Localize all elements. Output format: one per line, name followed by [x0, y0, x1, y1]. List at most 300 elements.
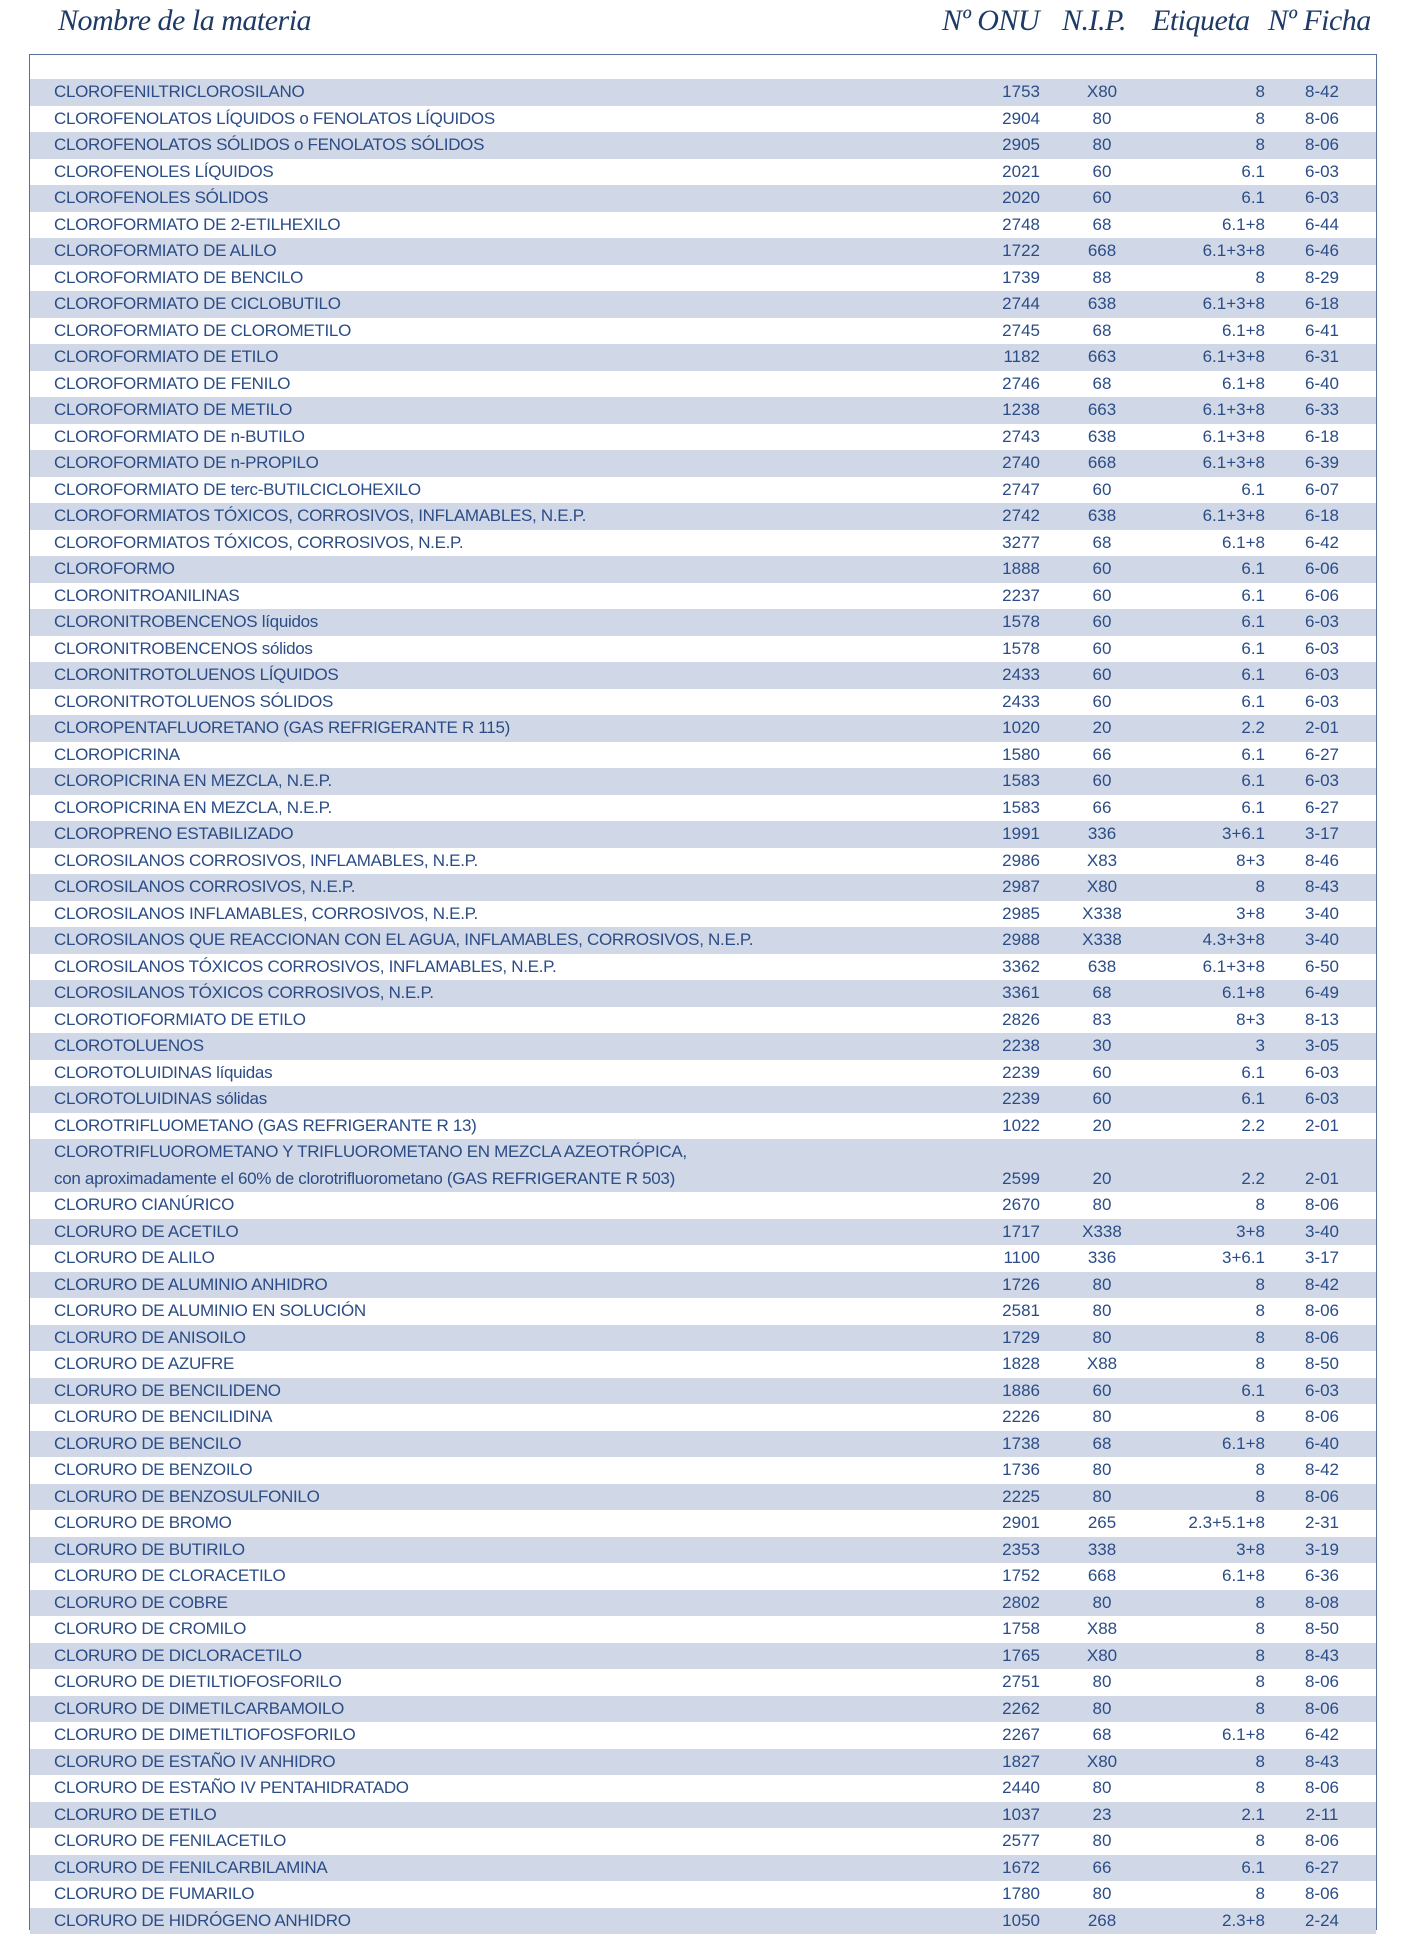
material-name: CLORURO DE ALILO — [54, 1248, 215, 1267]
cell-ficha: 8-06 — [1304, 1407, 1340, 1426]
table-row — [30, 79, 1376, 106]
material-name: CLOROFORMIATO DE 2-ETILHEXILO — [54, 214, 341, 234]
material-name: CLOROFORMIATO DE terc-BUTILCICLOHEXILO — [54, 479, 421, 499]
cell-ficha: 6-03 — [1304, 188, 1340, 207]
cell-material-name — [54, 1060, 272, 1087]
table-row — [30, 291, 1376, 318]
cell-nip: 668 — [1087, 1566, 1117, 1585]
cell-ficha: 8-06 — [1304, 1195, 1340, 1214]
cell-material-name — [54, 1563, 285, 1590]
cell-onu: 2740 — [1002, 453, 1040, 472]
cell-etiqueta: 8 — [1255, 1884, 1265, 1903]
table-row — [30, 1722, 1376, 1749]
cell-ficha: 8-42 — [1304, 1460, 1340, 1479]
cell-etiqueta: 6.1+8 — [1221, 1725, 1265, 1744]
cell-material-name — [54, 238, 276, 265]
cell-onu: 1888 — [1002, 559, 1040, 578]
cell-onu: 2226 — [1002, 1407, 1040, 1426]
cell-nip: 83 — [1092, 1009, 1112, 1029]
cell-material-name — [54, 1298, 366, 1325]
cell-etiqueta: 8 — [1255, 1407, 1265, 1426]
cell-ficha: 6-44 — [1304, 214, 1340, 234]
cell-material-name — [54, 795, 332, 822]
cell-onu: 2020 — [1002, 188, 1040, 207]
cell-onu: 2901 — [1002, 1513, 1040, 1532]
cell-ficha: 8-29 — [1304, 267, 1340, 287]
cell-ficha: 8-06 — [1304, 135, 1340, 154]
cell-onu: 1726 — [1002, 1274, 1040, 1294]
cell-etiqueta: 6.1 — [1241, 691, 1265, 711]
material-name: CLOROSILANOS CORROSIVOS, N.E.P. — [54, 877, 356, 896]
table-row — [30, 318, 1376, 345]
material-name: CLORURO DE DIETILTIOFOSFORILO — [54, 1672, 342, 1691]
cell-etiqueta: 8+3 — [1236, 1009, 1265, 1029]
cell-onu: 2440 — [1002, 1778, 1040, 1797]
cell-nip: 88 — [1092, 267, 1112, 287]
cell-ficha: 8-06 — [1304, 1831, 1340, 1850]
cell-etiqueta: 2.2 — [1241, 1168, 1265, 1188]
cell-etiqueta: 4.3+3+8 — [1202, 930, 1265, 949]
cell-nip: 338 — [1087, 1539, 1117, 1559]
cell-nip: 265 — [1087, 1513, 1117, 1532]
table-row — [30, 185, 1376, 212]
cell-ficha: 6-36 — [1304, 1566, 1340, 1585]
cell-material-name — [54, 980, 434, 1007]
table-row — [30, 1007, 1376, 1034]
material-name: CLORURO DE COBRE — [54, 1592, 228, 1612]
cell-ficha: 8-08 — [1304, 1592, 1340, 1612]
cell-nip: X338 — [1082, 930, 1122, 949]
material-name: CLORURO DE ESTAÑO IV PENTAHIDRATADO — [54, 1778, 409, 1797]
cell-etiqueta: 8 — [1255, 108, 1265, 128]
table-row — [30, 1590, 1376, 1617]
cell-nip: X80 — [1086, 877, 1118, 896]
cell-ficha: 2-01 — [1304, 718, 1340, 737]
material-name: CLORURO DE DICLORACETILO — [54, 1645, 302, 1665]
table-row — [30, 1139, 1376, 1192]
cell-material-name — [54, 79, 304, 106]
cell-nip: 60 — [1092, 771, 1112, 790]
cell-onu: 1182 — [1003, 347, 1040, 366]
cell-nip: 80 — [1092, 1327, 1112, 1347]
table-row — [30, 1192, 1376, 1219]
cell-ficha: 8-06 — [1304, 1486, 1340, 1506]
cell-nip: 80 — [1092, 1274, 1112, 1294]
cell-nip: X83 — [1086, 850, 1118, 870]
cell-ficha: 6-40 — [1304, 1433, 1340, 1453]
table-row — [30, 1484, 1376, 1511]
cell-onu: 2353 — [1002, 1539, 1040, 1559]
material-name: CLOROFORMIATO DE ALILO — [54, 241, 277, 260]
table-row — [30, 927, 1376, 954]
cell-etiqueta: 8 — [1255, 1698, 1265, 1718]
cell-onu: 1020 — [1002, 718, 1040, 737]
cell-nip: 80 — [1092, 1460, 1112, 1479]
material-name: CLOROSILANOS INFLAMABLES, CORROSIVOS, N.E.P. — [54, 903, 478, 923]
header-name: Nombre de la materia — [58, 4, 312, 37]
material-name: CLORURO DE FENILCARBILAMINA — [54, 1857, 328, 1877]
material-name: CLOROPICRINA EN MEZCLA, N.E.P. — [54, 771, 332, 790]
cell-onu: 1827 — [1002, 1751, 1040, 1771]
cell-ficha: 6-27 — [1304, 1857, 1340, 1877]
table-header — [0, 0, 1408, 52]
cell-material-name — [54, 1457, 252, 1484]
cell-material-name — [54, 530, 463, 557]
cell-material-name — [54, 636, 313, 663]
cell-etiqueta: 6.1 — [1241, 585, 1265, 605]
cell-nip: 23 — [1092, 1804, 1112, 1824]
cell-nip: 80 — [1092, 1592, 1112, 1612]
table-row — [30, 556, 1376, 583]
cell-nip: 60 — [1092, 1380, 1112, 1400]
cell-material-name — [54, 1113, 477, 1140]
table-row — [30, 742, 1376, 769]
cell-nip: 68 — [1092, 1725, 1112, 1744]
table-row — [30, 503, 1376, 530]
table-row — [30, 1510, 1376, 1537]
material-name: CLORURO DE DIMETILTIOFOSFORILO — [54, 1725, 356, 1744]
table-row — [30, 212, 1376, 239]
table-row — [30, 609, 1376, 636]
cell-material-name — [54, 1749, 335, 1776]
cell-etiqueta: 6.1+3+8 — [1202, 426, 1265, 446]
cell-onu: 2021 — [1002, 161, 1040, 181]
material-name: CLOROFORMIATO DE ETILO — [54, 347, 279, 366]
cell-onu: 1780 — [1002, 1884, 1040, 1903]
material-name: CLOROFENOLATOS LÍQUIDOS o FENOLATOS LÍQUIDOS — [54, 108, 495, 128]
cell-etiqueta: 8 — [1255, 1778, 1265, 1797]
cell-etiqueta: 2.3+5.1+8 — [1188, 1513, 1265, 1532]
cell-ficha: 6-18 — [1304, 294, 1340, 313]
cell-material-name — [54, 159, 273, 186]
cell-material-name — [54, 609, 318, 636]
material-name: CLORURO DE BENZOSULFONILO — [54, 1486, 320, 1506]
material-name: CLORURO DE ALUMINIO ANHIDRO — [54, 1274, 328, 1294]
cell-material-name — [54, 848, 478, 875]
material-name: CLOROFENOLES LÍQUIDOS — [54, 161, 274, 181]
cell-ficha: 8-46 — [1304, 850, 1340, 870]
table-row — [30, 874, 1376, 901]
table-row — [30, 530, 1376, 557]
table-row — [30, 1537, 1376, 1564]
cell-nip: 638 — [1087, 506, 1117, 525]
cell-material-name — [54, 768, 332, 795]
cell-ficha: 8-43 — [1304, 877, 1340, 896]
cell-etiqueta: 6.1 — [1241, 1089, 1265, 1108]
cell-ficha: 6-03 — [1304, 638, 1340, 658]
cell-material-name — [54, 1245, 215, 1272]
cell-onu: 2225 — [1002, 1486, 1040, 1506]
cell-nip: 66 — [1092, 744, 1112, 764]
material-name: CLOROSILANOS TÓXICOS CORROSIVOS, N.E.P. — [54, 983, 434, 1002]
material-name: CLOROFORMIATO DE METILO — [54, 400, 293, 419]
material-name: CLORONITROBENCENOS líquidos — [54, 612, 318, 631]
cell-nip: 68 — [1092, 1433, 1112, 1453]
cell-ficha: 6-18 — [1304, 426, 1340, 446]
cell-onu: 3277 — [1002, 532, 1040, 552]
cell-material-name — [54, 1537, 245, 1564]
cell-onu: 2577 — [1002, 1831, 1040, 1850]
cell-ficha: 6-03 — [1304, 161, 1340, 181]
table-row — [30, 1828, 1376, 1855]
material-name: CLOROTRIFLUOROMETANO Y TRIFLUOROMETANO EN MEZCLA AZEOTRÓPICA, — [54, 1142, 687, 1161]
cell-etiqueta: 6.1 — [1241, 771, 1265, 790]
cell-nip: 60 — [1092, 479, 1112, 499]
cell-ficha: 2-01 — [1304, 1115, 1340, 1135]
material-name: CLORURO DE BROMO — [54, 1513, 232, 1532]
cell-etiqueta: 6.1+3+8 — [1202, 241, 1265, 260]
table-row — [30, 1669, 1376, 1696]
cell-nip: 66 — [1092, 1857, 1112, 1877]
cell-material-name — [54, 1086, 267, 1113]
cell-material-name — [54, 901, 478, 928]
cell-onu: 1578 — [1002, 638, 1040, 658]
material-name: CLORONITROANILINAS — [54, 585, 240, 605]
table-row — [30, 662, 1376, 689]
table-row — [30, 159, 1376, 186]
cell-material-name — [54, 106, 495, 133]
cell-material-name — [54, 1775, 409, 1802]
cell-material-name — [54, 1431, 241, 1458]
material-name: CLORURO DE AZUFRE — [54, 1354, 235, 1373]
cell-onu: 3361 — [1002, 983, 1040, 1002]
cell-onu: 1238 — [1002, 400, 1040, 419]
table-row — [30, 768, 1376, 795]
table-row — [30, 1908, 1376, 1935]
cell-nip: 80 — [1092, 1672, 1112, 1691]
cell-etiqueta: 6.1+8 — [1221, 320, 1265, 340]
cell-nip: X80 — [1086, 1645, 1118, 1665]
cell-nip: 638 — [1087, 956, 1117, 976]
cell-material-name — [54, 371, 290, 398]
cell-ficha: 3-40 — [1304, 1221, 1340, 1241]
cell-ficha: 2-01 — [1304, 1168, 1340, 1188]
cell-onu: 2747 — [1002, 479, 1040, 499]
cell-nip: 68 — [1092, 373, 1112, 393]
cell-nip: 60 — [1092, 559, 1112, 578]
table-row — [30, 1033, 1376, 1060]
cell-etiqueta: 3+6.1 — [1221, 1248, 1265, 1267]
cell-etiqueta: 6.1+8 — [1221, 983, 1265, 1002]
table-row — [30, 1298, 1376, 1325]
cell-etiqueta: 2.1 — [1241, 1804, 1265, 1824]
cell-material-name — [54, 318, 351, 345]
table-row — [30, 132, 1376, 159]
material-name: CLORURO DE CLORACETILO — [54, 1566, 286, 1585]
cell-material-name — [54, 1325, 246, 1352]
cell-onu: 2985 — [1002, 903, 1040, 923]
cell-ficha: 6-03 — [1304, 665, 1340, 684]
cell-nip: 60 — [1092, 585, 1112, 605]
cell-etiqueta: 2.3+8 — [1221, 1910, 1265, 1930]
table-row — [30, 821, 1376, 848]
cell-etiqueta: 6.1+3+8 — [1202, 400, 1265, 419]
cell-etiqueta: 6.1 — [1241, 638, 1265, 658]
material-name: CLOROFENILTRICLOROSILANO — [54, 82, 305, 101]
table-row — [30, 1060, 1376, 1087]
cell-material-name — [54, 583, 239, 610]
cell-onu: 2239 — [1002, 1089, 1040, 1108]
table-row — [30, 397, 1376, 424]
material-name: CLOROTOLUIDINAS sólidas — [54, 1089, 267, 1108]
cell-onu: 1886 — [1002, 1380, 1040, 1400]
cell-nip: 638 — [1087, 426, 1117, 446]
material-name: CLOROFORMIATO DE BENCILO — [54, 267, 304, 287]
material-name: CLORURO DE BENCILIDINA — [54, 1407, 273, 1426]
header-nip: N.I.P. — [1062, 4, 1126, 37]
cell-onu: 2262 — [1002, 1698, 1040, 1718]
cell-nip: 80 — [1092, 1486, 1112, 1506]
cell-material-name — [54, 821, 293, 848]
table-row — [30, 1113, 1376, 1140]
cell-material-name — [54, 1378, 281, 1405]
cell-onu: 2745 — [1002, 320, 1040, 340]
material-name: CLOROTIOFORMIATO DE ETILO — [54, 1009, 306, 1029]
cell-nip: 60 — [1092, 1062, 1112, 1082]
table-row — [30, 1457, 1376, 1484]
cell-ficha: 3-40 — [1304, 903, 1340, 923]
cell-etiqueta: 8 — [1255, 267, 1265, 287]
cell-material-name — [54, 185, 268, 212]
cell-onu: 1739 — [1002, 267, 1040, 287]
cell-ficha: 8-42 — [1304, 82, 1340, 101]
cell-etiqueta: 2.2 — [1241, 718, 1265, 737]
cell-onu: 1991 — [1002, 824, 1040, 843]
cell-material-name — [54, 1696, 344, 1723]
cell-etiqueta: 8 — [1255, 1460, 1265, 1479]
cell-onu: 1717 — [1002, 1221, 1040, 1241]
cell-onu: 1583 — [1002, 797, 1040, 817]
table-body — [30, 79, 1376, 1934]
material-name: CLORURO DE BENZOILO — [54, 1460, 253, 1479]
cell-nip: 20 — [1092, 1168, 1112, 1188]
material-name: CLORURO DE FUMARILO — [54, 1884, 255, 1903]
cell-onu: 1580 — [1002, 744, 1040, 764]
table-row — [30, 344, 1376, 371]
table-row — [30, 1616, 1376, 1643]
table-row — [30, 477, 1376, 504]
material-name: CLOROTOLUIDINAS líquidas — [54, 1062, 273, 1082]
cell-etiqueta: 6.1 — [1241, 612, 1265, 631]
cell-material-name — [54, 265, 303, 292]
cell-onu: 2237 — [1002, 585, 1040, 605]
cell-material-name — [54, 450, 319, 477]
material-name: CLOROPRENO ESTABILIZADO — [54, 824, 294, 843]
cell-material-name — [54, 1855, 327, 1882]
cell-etiqueta: 8 — [1255, 1354, 1265, 1373]
material-name: CLORURO DE HIDRÓGENO ANHIDRO — [54, 1910, 351, 1930]
cell-nip: 668 — [1087, 453, 1117, 472]
cell-material-name — [54, 1616, 246, 1643]
table-row — [30, 636, 1376, 663]
cell-etiqueta: 3+8 — [1236, 903, 1265, 923]
cell-material-name — [54, 1881, 254, 1908]
material-name: CLORURO DE FENILACETILO — [54, 1831, 287, 1850]
cell-nip: 20 — [1092, 1115, 1112, 1135]
cell-onu: 2670 — [1002, 1195, 1040, 1214]
table-row — [30, 1696, 1376, 1723]
table-row — [30, 1431, 1376, 1458]
material-name: CLORONITROTOLUENOS LÍQUIDOS — [54, 665, 339, 684]
cell-nip: 80 — [1092, 1195, 1112, 1214]
cell-onu: 2751 — [1002, 1672, 1040, 1691]
cell-onu: 1050 — [1002, 1910, 1040, 1930]
table-row — [30, 371, 1376, 398]
cell-etiqueta: 6.1 — [1241, 1380, 1265, 1400]
cell-onu: 2239 — [1002, 1062, 1040, 1082]
table-row — [30, 1086, 1376, 1113]
cell-nip: 66 — [1092, 797, 1112, 817]
cell-material-name — [54, 1828, 286, 1855]
table-row — [30, 1881, 1376, 1908]
cell-etiqueta: 8 — [1255, 1619, 1265, 1638]
cell-nip: 68 — [1092, 320, 1112, 340]
material-name: CLOROFORMIATO DE FENILO — [54, 373, 291, 393]
cell-ficha: 2-24 — [1304, 1910, 1340, 1930]
cell-material-name — [54, 1590, 228, 1617]
cell-onu: 2986 — [1002, 850, 1040, 870]
cell-material-name — [54, 344, 278, 371]
cell-onu: 1022 — [1002, 1115, 1040, 1135]
table-row — [30, 1802, 1376, 1829]
cell-material-name — [54, 503, 586, 530]
cell-nip: 80 — [1092, 1407, 1112, 1426]
cell-nip: 668 — [1087, 241, 1117, 260]
cell-ficha: 6-40 — [1304, 373, 1340, 393]
cell-nip: 663 — [1087, 347, 1117, 366]
table-row — [30, 1219, 1376, 1246]
material-name: CLOROPICRINA EN MEZCLA, N.E.P. — [54, 797, 332, 817]
cell-onu: 2826 — [1002, 1009, 1040, 1029]
table-row — [30, 424, 1376, 451]
material-name: CLORURO DE BENCILIDENO — [54, 1380, 281, 1400]
cell-material-name — [54, 477, 421, 504]
cell-ficha: 6-39 — [1304, 453, 1340, 472]
cell-ficha: 3-17 — [1304, 824, 1340, 843]
material-name: CLORONITROBENCENOS sólidos — [54, 638, 313, 658]
cell-etiqueta: 8 — [1255, 1327, 1265, 1347]
cell-material-name — [54, 1192, 234, 1219]
material-name: CLOROFORMO — [54, 559, 175, 578]
materials-table — [29, 54, 1377, 1930]
cell-ficha: 8-43 — [1304, 1645, 1340, 1665]
material-name: CLOROFORMIATO DE n-PROPILO — [54, 453, 319, 472]
cell-onu: 2433 — [1002, 691, 1040, 711]
cell-nip: 68 — [1092, 214, 1112, 234]
cell-onu: 3362 — [1002, 956, 1040, 976]
cell-nip: 268 — [1087, 1910, 1117, 1930]
cell-ficha: 8-50 — [1304, 1619, 1340, 1638]
material-name: CLOROPENTAFLUORETANO (GAS REFRIGERANTE R 115) — [54, 718, 510, 737]
material-name: CLORURO CIANÚRICO — [54, 1195, 235, 1214]
cell-onu: 2238 — [1002, 1036, 1040, 1055]
material-name: CLORURO DE ACETILO — [54, 1221, 239, 1241]
cell-etiqueta: 3+8 — [1236, 1221, 1265, 1241]
cell-nip: X338 — [1082, 903, 1122, 923]
cell-material-name — [54, 1007, 306, 1034]
cell-etiqueta: 8 — [1255, 82, 1265, 101]
table-row — [30, 1855, 1376, 1882]
cell-etiqueta: 6.1+8 — [1221, 532, 1265, 552]
material-name: CLORURO DE ANISOILO — [54, 1327, 246, 1347]
cell-ficha: 8-43 — [1304, 1751, 1340, 1771]
cell-material-name — [54, 397, 292, 424]
material-name-continued: con aproximadamente el 60% de clorotrifluorometano (GAS REFRIGERANTE R 503) — [54, 1168, 675, 1188]
cell-onu: 2581 — [1002, 1301, 1040, 1320]
cell-etiqueta: 3+6.1 — [1221, 824, 1265, 843]
cell-nip: 663 — [1087, 400, 1117, 419]
cell-material-name — [54, 1722, 355, 1749]
